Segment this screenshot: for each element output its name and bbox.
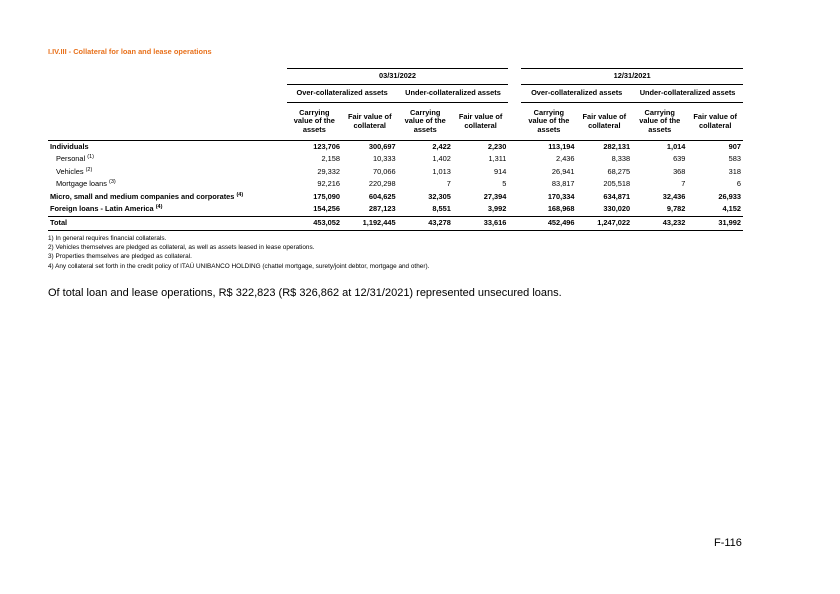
footnote-ref: (4): [155, 204, 163, 211]
column-header: Fair value of collateral: [348, 111, 392, 130]
period-header: 12/31/2021: [521, 69, 743, 85]
footnote-ref: (4): [236, 191, 244, 198]
table-cell: 32,436: [662, 191, 686, 201]
table-cell: 1,013: [432, 166, 451, 176]
footnote-ref: (1): [87, 154, 94, 161]
summary-text: Of total loan and lease operations, R$ 322,823 (R$ 326,862 at 12/31/2021) represented unsecured loans.: [48, 287, 562, 299]
table-cell: 168,968: [521, 204, 576, 217]
table-cell: 3,992: [453, 204, 509, 217]
table-cell: 4,152: [687, 204, 743, 217]
row-label: Mortgage loans: [56, 179, 107, 189]
table-cell: 2,436: [556, 154, 575, 164]
table-cell: 154,256: [287, 204, 342, 217]
total-row: [48, 217, 743, 231]
period-header-row: [48, 69, 743, 85]
row-label: Individuals: [50, 141, 89, 151]
page-number: F-116: [714, 537, 742, 549]
row-label: Vehicles: [56, 166, 84, 176]
section-title: I.IV.III - Collateral for loan and lease operations: [48, 47, 212, 56]
table-row: [48, 191, 743, 204]
table-cell: 318: [728, 166, 741, 176]
column-header: Carrying value of the assets: [404, 107, 446, 134]
group-header: Under-collateralized assets: [398, 85, 509, 103]
table-cell: 29,332: [317, 166, 340, 176]
table-cell: 6: [736, 179, 741, 189]
table-row: [48, 166, 743, 179]
row-label: Personal: [56, 154, 86, 164]
row-label: Total: [50, 218, 68, 228]
table-cell: 83,817: [551, 179, 575, 189]
column-header: Fair value of collateral: [693, 111, 737, 130]
table-cell: 26,941: [551, 166, 575, 176]
table-cell: 583: [728, 154, 741, 164]
footnotes: [48, 234, 429, 271]
column-header-row: [48, 103, 743, 141]
footnote: 1) In general requires financial collaterals.: [48, 235, 167, 242]
table-cell: 604,625: [368, 191, 396, 201]
table-cell: 330,020: [577, 204, 633, 217]
table-cell: 43,232: [632, 217, 687, 231]
table-cell: 282,131: [603, 141, 631, 151]
table-cell: 32,305: [428, 191, 451, 201]
table-cell: 8,338: [611, 154, 631, 164]
table-cell: 175,090: [313, 191, 340, 201]
table-cell: 10,333: [372, 154, 396, 164]
column-header: Carrying value of the assets: [293, 107, 335, 134]
row-label: Micro, small and medium companies and corporates: [50, 191, 235, 201]
table-cell: 1,247,022: [577, 217, 633, 231]
group-header: Over-collateralized assets: [521, 85, 632, 103]
table-cell: 2,422: [432, 141, 451, 151]
table-cell: 123,706: [313, 141, 340, 151]
table-cell: 92,216: [317, 179, 340, 189]
table-cell: 639: [673, 154, 686, 164]
table-cell: 5: [502, 179, 507, 189]
group-header-row: [48, 85, 743, 103]
table-cell: 70,066: [372, 166, 396, 176]
table-cell: 205,518: [603, 179, 631, 189]
table-row: [48, 141, 743, 154]
collateral-table: [48, 68, 743, 231]
table-cell: 26,933: [718, 191, 741, 201]
table-cell: 2,158: [321, 154, 340, 164]
column-header: Fair value of collateral: [582, 111, 627, 130]
table-cell: 1,402: [432, 154, 451, 164]
table-row: [48, 179, 743, 192]
table-cell: 1,192,445: [342, 217, 398, 231]
table-row: [48, 154, 743, 167]
table-cell: 33,616: [453, 217, 509, 231]
table-cell: 452,496: [521, 217, 576, 231]
table-cell: 453,052: [287, 217, 342, 231]
column-header: Carrying value of the assets: [639, 107, 681, 134]
table-cell: 31,992: [687, 217, 743, 231]
table-cell: 9,782: [632, 204, 687, 217]
table-cell: 27,394: [483, 191, 507, 201]
group-header: Over-collateralized assets: [287, 85, 398, 103]
group-header: Under-collateralized assets: [632, 85, 743, 103]
footnote: 4) Any collateral set forth in the credit policy of ITAÚ UNIBANCO HOLDING (chattel mortgage, surety/joint debtor, mortgage and other).: [48, 262, 430, 270]
table-cell: 8,551: [398, 204, 453, 217]
column-header: Fair value of collateral: [458, 111, 503, 130]
footnote-ref: (2): [85, 166, 93, 173]
table-cell: 368: [673, 166, 686, 176]
table-cell: 43,278: [398, 217, 453, 231]
table-cell: 170,334: [547, 191, 575, 201]
table-cell: 907: [728, 141, 741, 151]
table-cell: 1,311: [488, 154, 507, 164]
row-label: Foreign loans - Latin America: [50, 204, 154, 214]
table-cell: 634,871: [603, 191, 631, 201]
table-cell: 220,298: [368, 179, 396, 189]
period-header: 03/31/2022: [287, 69, 509, 85]
table-cell: 2,230: [487, 141, 507, 151]
table-cell: 68,275: [607, 166, 631, 176]
table-cell: 7: [681, 179, 686, 189]
table-cell: 914: [494, 166, 507, 176]
footnote: 2) Vehicles themselves are pledged as collateral, as well as assets leased in lease operations.: [48, 244, 315, 252]
table-row: [48, 204, 743, 217]
table-cell: 287,123: [342, 204, 398, 217]
footnote-ref: (3): [109, 179, 116, 186]
table-cell: 1,014: [666, 141, 686, 151]
column-header: Carrying value of the assets: [528, 107, 570, 134]
table-cell: 300,697: [368, 141, 396, 151]
table-cell: 113,194: [548, 141, 575, 151]
footnote: 3) Properties themselves are pledged as collateral.: [48, 253, 192, 261]
table-cell: 7: [446, 179, 451, 189]
